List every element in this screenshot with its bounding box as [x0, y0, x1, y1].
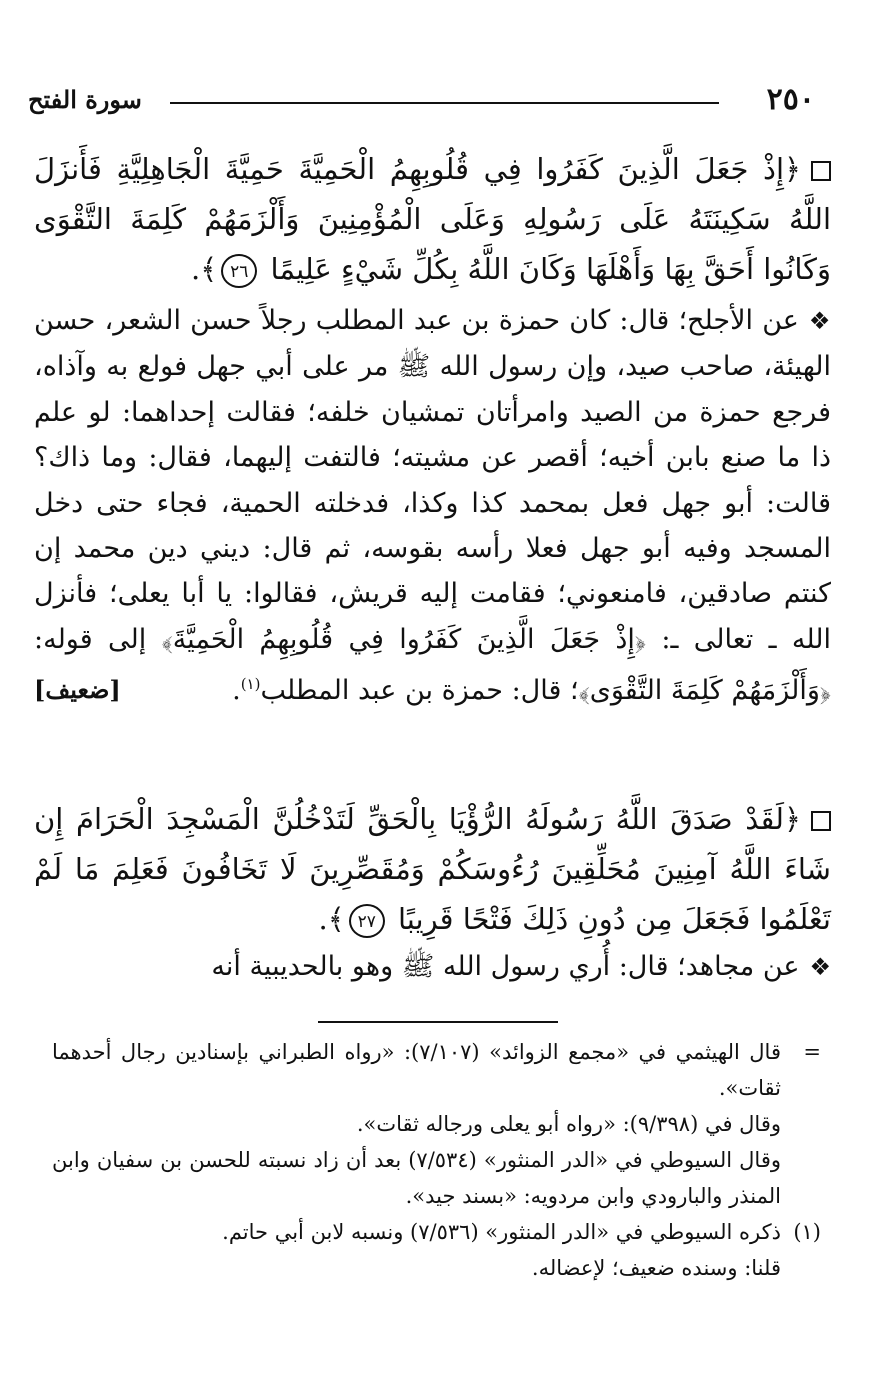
- hadith-2: [34, 944, 831, 990]
- ayah-number-27: ٢٧: [349, 904, 385, 938]
- footnote-text: وقال في (٩/٣٩٨): «رواه أبو يعلى ورجاله ثقات».: [356, 1112, 781, 1136]
- footnote-item: [52, 1250, 821, 1286]
- footnote-item: [52, 1034, 821, 1106]
- hadith-1-text: عن الأجلح؛ قال: كان حمزة بن عبد المطلب رجلاً حسن الشعر، حسن الهيئة، صاحب صيد، وإن رسول الله ﷺ مر على أبي جهل فولع به وآذاه، فرجع حمزة من الصيد وامرأتان تمشيان خلفه؛ فقالت إحداهما: لو علم ذا ما صنع بابن أخيه؛ أقصر عن مشيته؛ فالتفت إليهما، فقال: وما ذاك؟ قالت: أبو جهل فعل بمحمد كذا وكذا، فدخلته الحمية، فجاء حتى دخل المسجد وفيه أبو جهل فعلا رأسه بقوسه، ثم قال: ديني دين محمد إن كنتم صادقين، فامنعوني؛ فقامت إليه قريش، فقالوا: يا أبا يعلى؛ فأنزل الله ـ تعالى ـ: ﴿إِذْ جَعَلَ الَّذِينَ كَفَرُوا فِي قُلُوبِهِمُ الْحَمِيَّةَ﴾ إلى قوله: ﴿وَأَلْزَمَهُمْ كَلِمَةَ التَّقْوَى﴾؛ قال: حمزة بن عبد المطلب: [34, 305, 831, 707]
- square-bullet-icon: [811, 161, 831, 181]
- footnote-text: وقال السيوطي في «الدر المنثور» (٧/٥٣٤) بعد أن زاد نسبته للحسن بن سفيان وابن المنذر والبارودي وابن مردويه: «بسند جيد».: [52, 1148, 782, 1208]
- verse-27-text: ﴿لَقَدْ صَدَقَ اللَّهُ رَسُولَهُ الرُّؤْيَا بِالْحَقِّ لَتَدْخُلُنَّ الْمَسْجِدَ الْحَرَامَ إِن شَاءَ اللَّهُ آمِنِينَ مُحَلِّقِينَ رُءُوسَكُمْ وَمُقَصِّرِينَ لَا تَخَافُونَ فَعَلِمَ مَا لَمْ تَعْلَمُوا فَجَعَلَ مِن دُونِ ذَلِكَ فَتْحًا قَرِيبًا: [34, 802, 831, 936]
- verse-27-closing: ﴾.: [318, 902, 345, 936]
- footnote-item: [52, 1106, 821, 1142]
- footnote-item: [52, 1214, 821, 1250]
- grade-label: [ضعيف]: [34, 674, 121, 704]
- verse-26-closing: ﴾.: [191, 252, 218, 286]
- page-header: [28, 82, 815, 122]
- verse-27: [34, 794, 831, 944]
- hadith-2-text: عن مجاهد؛ قال: أُري رسول الله ﷺ وهو بالحديبية أنه: [211, 951, 800, 982]
- verse-26-text: ﴿إِذْ جَعَلَ الَّذِينَ كَفَرُوا فِي قُلُوبِهِمُ الْحَمِيَّةَ حَمِيَّةَ الْجَاهِلِيَّةِ فَأَنزَلَ اللَّهُ سَكِينَتَهُ عَلَى رَسُولِهِ وَعَلَى الْمُؤْمِنِينَ وَأَلْزَمَهُمْ كَلِمَةَ التَّقْوَى وَكَانُوا أَحَقَّ بِهَا وَأَهْلَهَا وَكَانَ اللَّهُ بِكُلِّ شَيْءٍ عَلِيمًا: [34, 152, 831, 286]
- footnotes: [52, 1034, 821, 1286]
- footnote-rule: [318, 1021, 558, 1023]
- footnote-marker: =: [803, 1040, 821, 1064]
- footnote-text: قلنا: وسنده ضعيف؛ لإعضاله.: [531, 1256, 781, 1280]
- hadith-1-end: .: [232, 675, 241, 707]
- footnote-item: [52, 1142, 821, 1214]
- footnote-marker: (١): [793, 1220, 821, 1244]
- header-rule: [170, 102, 719, 104]
- footnote-ref-1: (١): [240, 675, 261, 694]
- verse-26: [34, 144, 831, 294]
- hadith-1: [34, 298, 831, 714]
- footnote-text: قال الهيثمي في «مجمع الزوائد» (٧/١٠٧): «رواه الطبراني بإسنادين رجال أحدهما ثقات».: [52, 1040, 781, 1100]
- page-number: ٢٥٠: [766, 82, 815, 117]
- surah-title: سورة الفتح: [28, 85, 142, 114]
- diamond-bullet-icon: ❖: [809, 953, 831, 981]
- square-bullet-icon: [811, 811, 831, 831]
- ayah-number-26: ٢٦: [221, 254, 257, 288]
- diamond-bullet-icon: ❖: [808, 307, 831, 335]
- footnote-text: ذكره السيوطي في «الدر المنثور» (٧/٥٣٦) ونسبه لابن أبي حاتم.: [222, 1220, 781, 1244]
